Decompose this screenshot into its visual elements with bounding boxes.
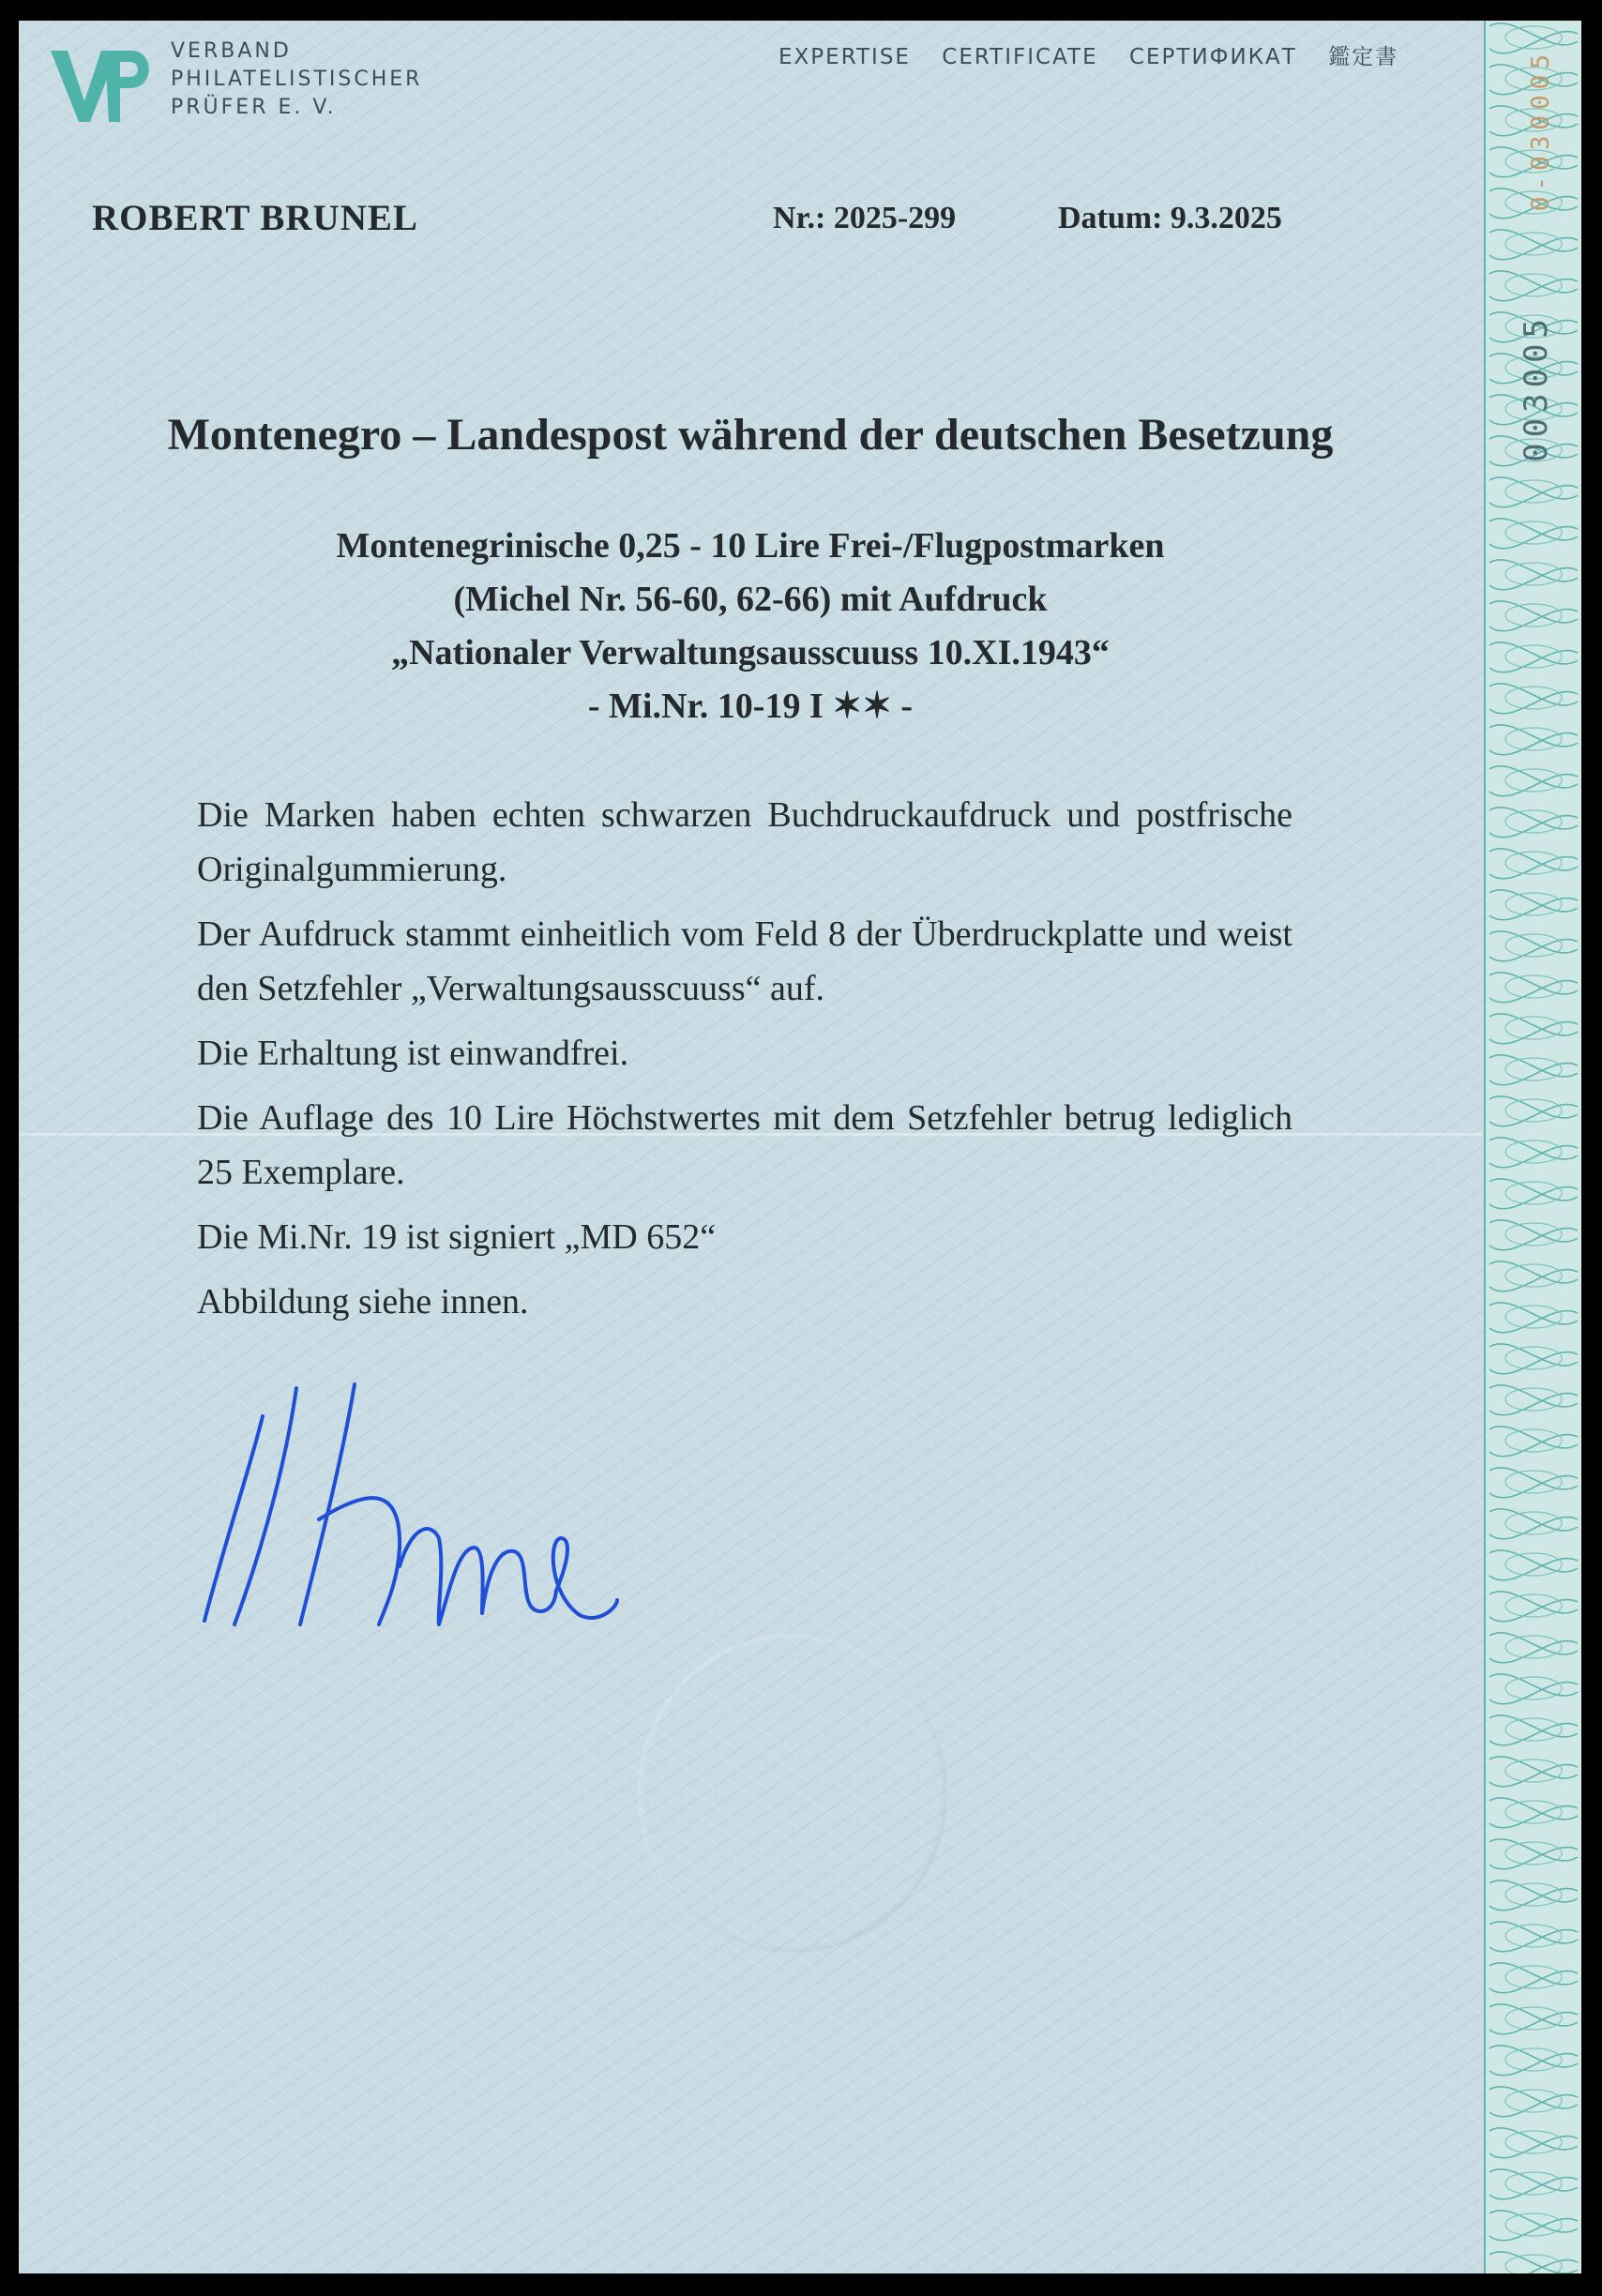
- serial-number-middle: 003005: [1518, 313, 1555, 462]
- document-title: Montenegro – Landespost während der deutschen Besetzung: [167, 410, 1334, 460]
- paragraph-condition: Die Erhaltung ist einwandfrei.: [197, 1034, 629, 1073]
- subtitle-line-3: „Nationaler Verwaltungsausscuuss 10.XI.1943“: [391, 633, 1110, 672]
- vp-logo: [47, 39, 159, 130]
- certificate-number: Nr.: 2025-299: [773, 201, 957, 235]
- paragraph-print: Die Marken haben echten schwarzen Buchdruckaufdruck und postfrische Originalgummierung.: [197, 795, 1292, 889]
- title-expertise: EXPERTISE: [778, 45, 911, 69]
- paragraph-signed: Die Mi.Nr. 19 ist signiert „MD 652“: [197, 1217, 717, 1257]
- subtitle-line-4: - Mi.Nr. 10-19 I ✶✶ -: [587, 687, 914, 726]
- title-certificate: CERTIFICATE: [942, 45, 1098, 69]
- stamp-description: [19, 520, 1482, 733]
- guilloche-border: [1484, 21, 1581, 2273]
- logo-line-2: PHILATELISTISCHER: [171, 68, 423, 91]
- embossed-seal: [638, 1634, 947, 1953]
- certificate-body: [197, 788, 1292, 1339]
- vp-logo-icon: [47, 39, 159, 126]
- expert-name: ROBERT BRUNEL: [92, 198, 418, 238]
- logo-line-1: VERBAND: [171, 39, 292, 63]
- title-certificate-jp: 鑑定書: [1328, 45, 1399, 69]
- expert-signature: [176, 1379, 645, 1660]
- paragraph-illustration: Abbildung siehe innen.: [197, 1282, 529, 1322]
- certificate-titles: [778, 39, 1421, 70]
- subtitle-line-1: Montenegrinische 0,25 - 10 Lire Frei-/Flugpostmarken: [336, 526, 1165, 566]
- certificate-sheet: [19, 21, 1581, 2273]
- paragraph-edition: Die Auflage des 10 Lire Höchstwertes mit dem Setzfehler betrug lediglich 25 Exemplare.: [197, 1098, 1292, 1192]
- logo-line-3: PRÜFER E. V.: [171, 96, 337, 119]
- association-name: [171, 38, 422, 122]
- serial-number-top: 0-030005: [1527, 49, 1555, 212]
- subtitle-line-2: (Michel Nr. 56-60, 62-66) mit Aufdruck: [453, 580, 1048, 619]
- certificate-date: Datum: 9.3.2025: [1058, 201, 1282, 235]
- title-certificate-ru: СЕРТИФИКАТ: [1128, 45, 1297, 69]
- paragraph-overprint: Der Aufdruck stammt einheitlich vom Feld 8 der Überdruckplatte und weist den Setzfehler „Verwaltungsausscuuss“ auf.: [197, 914, 1292, 1008]
